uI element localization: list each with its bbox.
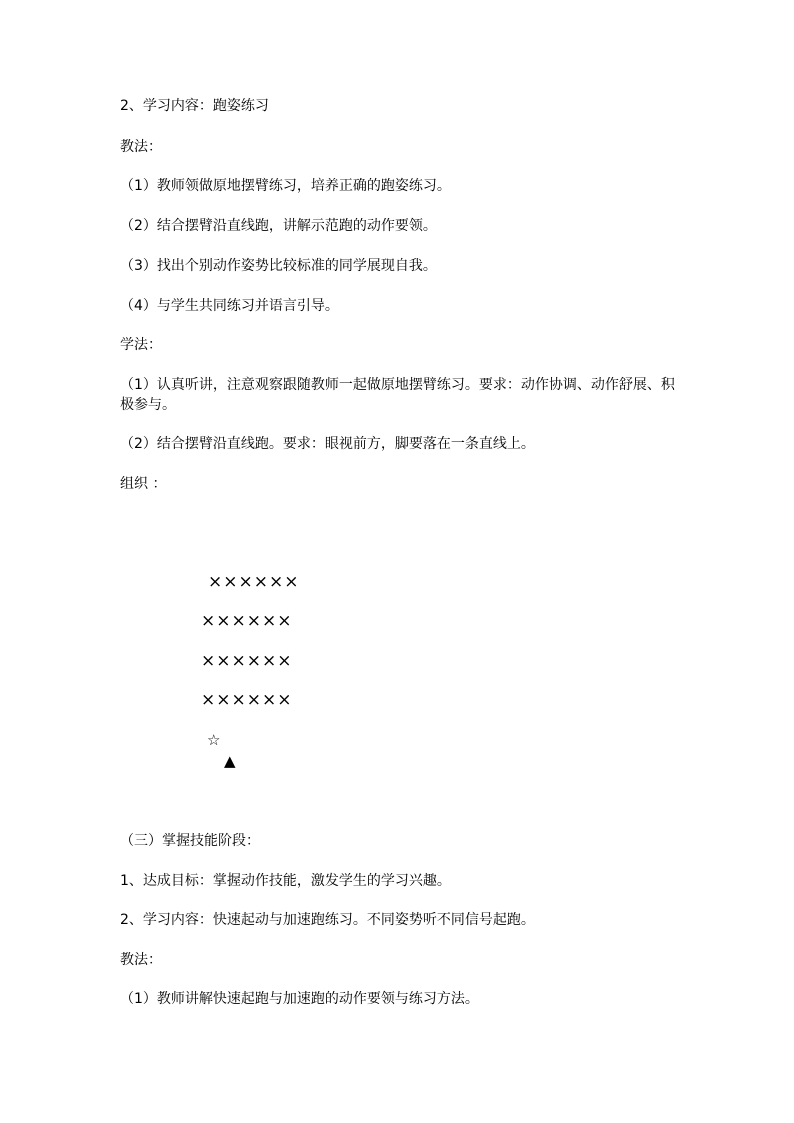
formation-row-3: ×××××× — [201, 651, 293, 671]
teaching-method-heading: 教法： — [120, 139, 162, 155]
teacher-star-icon: ☆ — [207, 731, 221, 749]
learning-step-2: （2）结合摆臂沿直线跑。要求：眼视前方，脚要落在一条直线上。 — [120, 436, 535, 452]
stage-3-heading: （三）掌握技能阶段： — [120, 833, 260, 849]
teacher-triangle-icon: ▲ — [224, 752, 236, 770]
teaching-step-2: （2）结合摆臂沿直线跑，讲解示范跑的动作要领。 — [120, 218, 437, 234]
formation-row-4: ×××××× — [201, 690, 293, 710]
formation-row-1: ×××××× — [208, 572, 300, 592]
content-line-2: 2、学习内容：跑姿练习 — [120, 98, 269, 114]
teaching-step-4: （4）与学生共同练习并语言引导。 — [120, 298, 339, 314]
goal-line-1: 1、达成目标：掌握动作技能，激发学生的学习兴趣。 — [120, 873, 451, 889]
formation-row-2: ×××××× — [201, 611, 293, 631]
learning-method-heading: 学法： — [120, 337, 162, 353]
teaching-step-3: （3）找出个别动作姿势比较标准的同学展现自我。 — [120, 258, 437, 274]
learning-step-1: （1）认真听讲，注意观察跟随教师一起做原地摆臂练习。要求：动作协调、动作舒展、积极参与。 — [120, 377, 675, 413]
content-line-2b: 2、学习内容：快速起动与加速跑练习。不同姿势听不同信号起跑。 — [120, 912, 535, 928]
organization-heading: 组织 ： — [120, 476, 167, 492]
teaching-step-1b: （1）教师讲解快速起跑与加速跑的动作要领与练习方法。 — [120, 991, 479, 1007]
teaching-method-heading-2: 教法： — [120, 952, 162, 968]
teaching-step-1: （1）教师领做原地摆臂练习，培养正确的跑姿练习。 — [120, 178, 451, 194]
